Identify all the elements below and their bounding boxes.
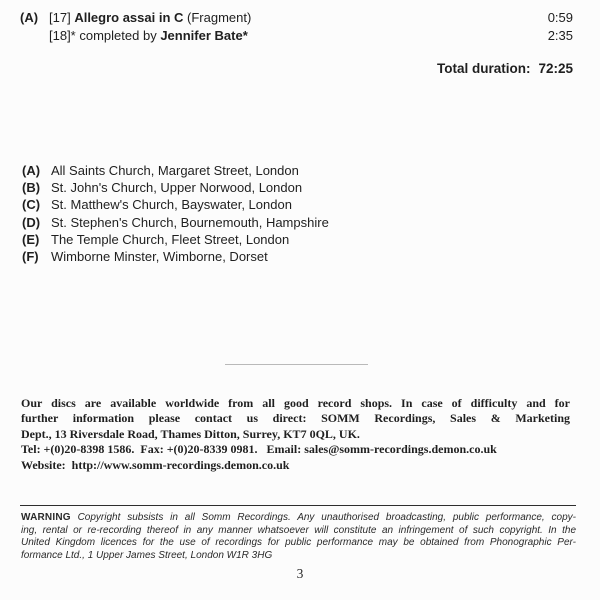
venue-name: Wimborne Minster, Wimborne, Dorset <box>51 249 268 265</box>
venue-name: St. Matthew's Church, Bayswater, London <box>51 197 292 213</box>
page-number: 3 <box>296 566 304 581</box>
track-duration: 2:35 <box>547 28 573 43</box>
warning-line: United Kingdom licences for the use of recordings for public performance may be obtained from Phonographic Per- <box>21 537 576 549</box>
completion-credit: completed by <box>79 28 157 43</box>
warning-line: ing, rental or re-recording thereof in any manner whatsoever will constitute an infringement of such copyright. In the <box>21 524 576 536</box>
venue-item <box>22 196 329 213</box>
venue-name: St. John's Church, Upper Norwood, London <box>51 180 303 196</box>
contact-line: Tel: +(0)20-8398 1586. Fax: +(0)20-8339 0981. Email: sales@somm-recordings.demon.co.uk <box>21 442 497 457</box>
venue-item <box>22 248 329 265</box>
total-duration-label: Total duration: <box>436 61 531 76</box>
venue-item <box>22 231 329 248</box>
track-duration: 0:59 <box>547 10 573 25</box>
venue-letter: (A) <box>20 10 39 25</box>
track-row <box>20 27 573 45</box>
venue-name: The Temple Church, Fleet Street, London <box>51 231 290 247</box>
tracklist-section <box>20 9 573 45</box>
track-number: [17] <box>49 10 71 25</box>
artist-name: Jennifer Bate* <box>160 28 248 43</box>
venue-item <box>22 162 329 179</box>
contact-line: Website: http://www.somm-recordings.demon.co.uk <box>21 457 290 472</box>
track-number: [18]* <box>49 28 76 43</box>
venue-letter: (A) <box>22 163 41 178</box>
track-row <box>20 9 573 27</box>
venue-name: All Saints Church, Margaret Street, London <box>51 163 299 178</box>
contact-line: further information please contact us direct: SOMM Recordings, Sales & Marketing <box>21 411 570 426</box>
venue-list <box>22 162 329 265</box>
venue-letter: (F) <box>22 249 39 265</box>
total-duration <box>437 60 573 78</box>
contact-line: Our discs are available worldwide from all good record shops. In case of difficulty and for <box>21 396 570 410</box>
venue-item <box>22 214 329 231</box>
warning-line <box>21 512 576 525</box>
warning-label: WARNING <box>21 512 71 523</box>
contact-line: Dept., 13 Riversdale Road, Thames Ditton, Surrey, KT7 0QL, UK. <box>21 426 360 441</box>
venue-letter: (E) <box>22 231 40 247</box>
track-entry <box>49 27 548 45</box>
track-title: Allegro assai in C <box>74 10 184 25</box>
venue-name: St. Stephen's Church, Bournemouth, Hampshire <box>51 214 329 230</box>
divider-line <box>225 364 368 365</box>
warning-line: formance Ltd., 1 Upper James Street, London W1R 3HG <box>21 549 273 561</box>
warning-text: Copyright subsists in all Somm Recordings. Any unauthorised broadcasting, public performance, copy- <box>77 512 576 523</box>
track-annotation: (Fragment) <box>187 10 252 25</box>
track-entry <box>49 9 548 27</box>
venue-letter: (B) <box>22 180 41 196</box>
venue-letter <box>20 27 49 45</box>
warning-divider <box>20 505 576 506</box>
warning-notice <box>21 512 576 562</box>
venue-letter: (D) <box>22 214 41 230</box>
contact-info <box>21 396 570 473</box>
total-duration-value: 72:25 <box>538 61 573 76</box>
venue-item <box>22 179 329 196</box>
venue-letter: (C) <box>22 197 41 213</box>
